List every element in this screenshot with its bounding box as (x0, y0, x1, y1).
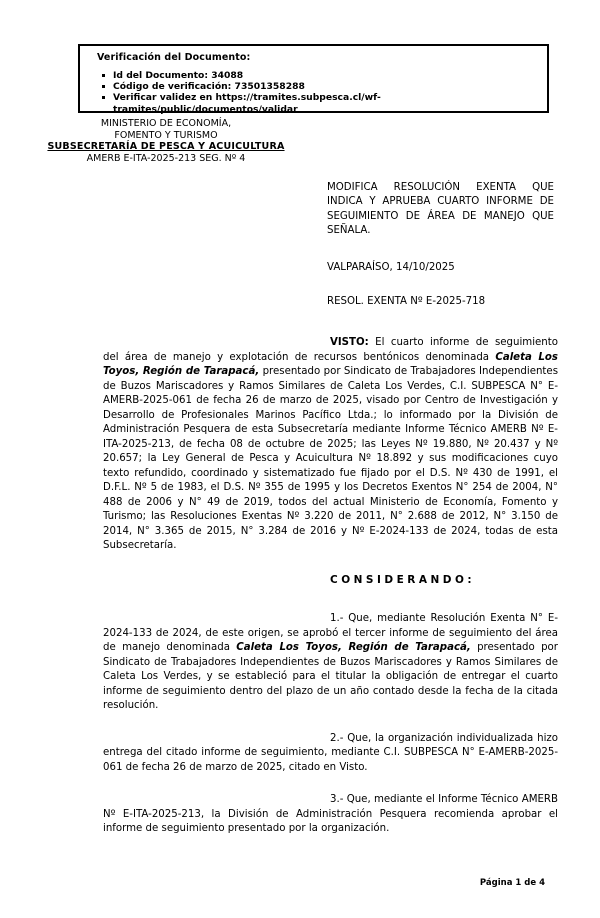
place-and-date: VALPARAÍSO, 14/10/2025 (327, 262, 455, 273)
considerando-paragraph-3: 3.- Que, mediante el Informe Técnico AMERB Nº E-ITA-2025-213, la División de Administración Pesquera recomienda aprobar el informe de seguimiento presentado por la organización. (103, 794, 558, 834)
verification-list (102, 70, 547, 115)
verification-item-label: Verificar validez en https://tramites.subpesca.cl/wf-tramites/public/documentos/validar (113, 92, 381, 115)
visto-paragraph: VISTO: El cuarto informe de seguimiento del área de manejo y explotación de recursos bentónicos denominada Caleta Los Toyos, Región de Tarapacá, presentado por Sindicato de Trabajadores Independientes de Buzos Mariscadores y Ramos Similares de Caleta Los Verdes, C.I. SUBPESCA N° E-AMERB-2025-061 de fecha 26 de marzo de 2025, visado por Centro de Investigación y Desarrollo de Profesionales Marinos Pacífico Ltda.; lo informado por la División de Administración Pesquera de esta Subsecretaría mediante Informe Técnico AMERB Nº E-ITA-2025-213, de fecha 08 de octubre de 2025; las Leyes Nº 19.880, Nº 20.437 y Nº 20.657; la Ley General de Pesca y Acuicultura Nº 18.892 y sus modificaciones cuyo texto refundido, coordinado y sistematizado fue fijado por el D.S. Nº 430 de 1991, el D.F.L. Nº 5 de 1983, el D.S. Nº 355 de 1995 y los Decretos Exentos N° 254 de 2004, N° 488 de 2006 y N° 49 de 2019, todos del actual Ministerio de Economía, Fomento y Turismo; las Resoluciones Exentas Nº 3.220 de 2011, N° 2.688 de 2012, N° 3.150 de 2014, N° 3.365 de 2015, N° 3.284 de 2016 y Nº E-2024-133 de 2024, todas de esta Subsecretaría. (103, 337, 559, 551)
letterhead-file-reference: AMERB E-ITA-2025-213 SEG. Nº 4 (86, 152, 246, 164)
bullet-icon (102, 74, 105, 77)
verification-title: Verificación del Documento: (97, 52, 251, 63)
verification-item-label: Código de verificación: 73501358288 (113, 81, 305, 93)
considerando-paragraphs (103, 612, 558, 855)
considerando-heading: CONSIDERANDO: (330, 574, 476, 586)
verification-item-code (102, 81, 547, 92)
verification-item-document-id (102, 70, 547, 81)
resolution-subject: MODIFICA RESOLUCIÓN EXENTA QUE INDICA Y APRUEBA CUARTO INFORME DE SEGUIMIENTO DE ÁREA DE MANEJO QUE SEÑALA. (327, 182, 554, 236)
letterhead-subsecretaria: SUBSECRETARÍA DE PESCA Y ACUICULTURA (47, 141, 285, 153)
verification-item-label: Id del Documento: 34088 (113, 70, 244, 81)
letterhead-ministry-line1: MINISTERIO DE ECONOMÍA, (100, 118, 232, 129)
bullet-icon (102, 85, 105, 88)
verification-item-url (102, 92, 547, 114)
considerando-paragraph-2: 2.- Que, la organización individualizada hizo entrega del citado informe de seguimiento, mediante C.I. SUBPESCA N° E-AMERB-2025-061 de fecha 26 de marzo de 2025, citado en Visto. (103, 732, 558, 773)
resolution-number: RESOL. EXENTA Nº E-2025-718 (327, 296, 486, 307)
considerando-paragraph-1: 1.- Que, mediante Resolución Exenta N° E-2024-133 de 2024, de este origen, se aprobó el tercer informe de seguimiento del área de manejo denominada Caleta Los Toyos, Región de Tarapacá, presentado por Sindicato de Trabajadores Independientes de Buzos Mariscadores y Ramos Similares de Caleta Los Verdes, y se estableció para el titular la obligación de entregar el cuarto informe de seguimiento dentro del plazo de un año contado desde la fecha de la citada resolución. (103, 613, 558, 711)
letterhead (33, 118, 299, 164)
letterhead-ministry-line2: FOMENTO Y TURISMO (114, 129, 218, 141)
page-indicator: Página 1 de 4 (479, 878, 545, 888)
bullet-icon (102, 96, 105, 99)
verification-box (78, 44, 549, 113)
